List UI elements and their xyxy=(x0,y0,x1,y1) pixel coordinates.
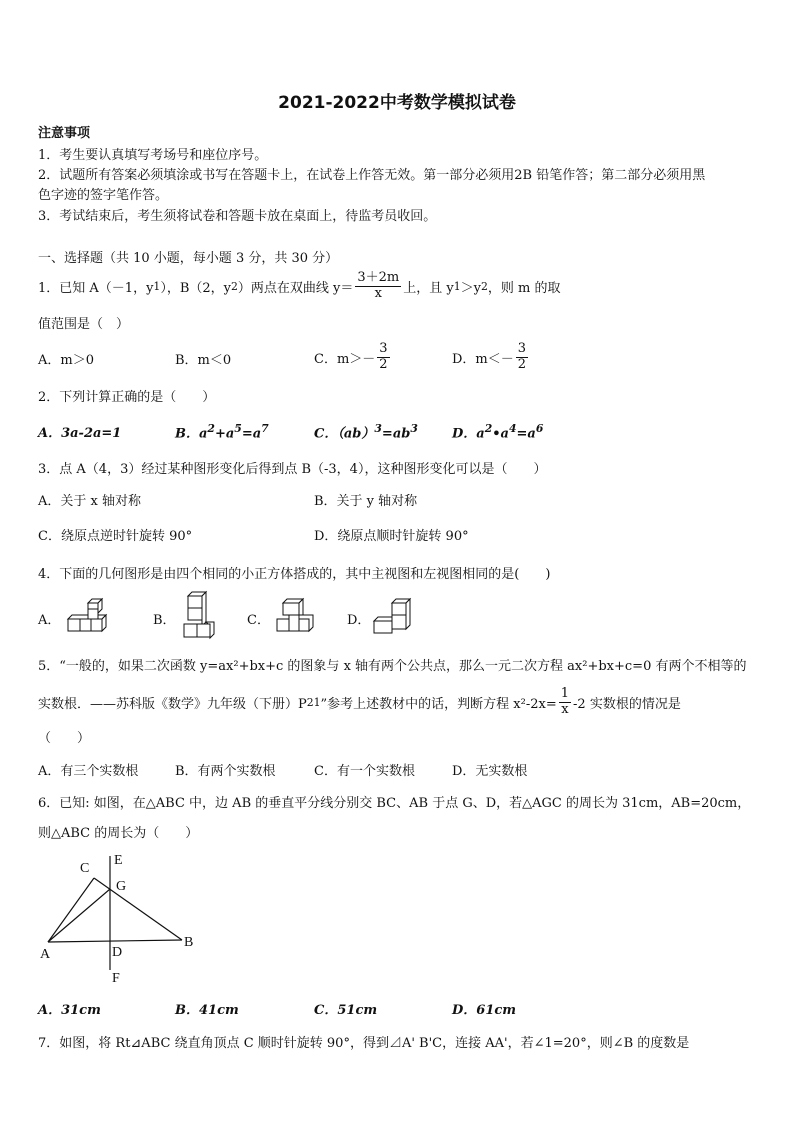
option-a[interactable]: A．3a-2a=1 xyxy=(38,426,122,441)
label-f: F xyxy=(112,971,120,986)
option-c[interactable]: C．51cm xyxy=(314,1003,378,1018)
option-b[interactable]: B．$a^2+a^5=a^7$ xyxy=(175,422,269,442)
question-5-line1: 5．“一般的，如果二次函数 y=ax²+bx+c 的图象与 x 轴有两个公共点，那么一元二次方程 ax²+bx+c=0 有两个不相等的 xyxy=(38,659,747,674)
option-d[interactable]: D．m＜－ $\frac{3}{2}$ xyxy=(452,340,527,372)
option-d[interactable]: D． xyxy=(347,613,371,628)
triangle-figure xyxy=(36,848,216,988)
question-6-line1: 6．已知: 如图，在△ABC 中，边 AB 的垂直平分线分别交 BC、AB 于点 G、D，若△AGC 的周长为 31cm，AB=20cm， xyxy=(38,796,751,811)
cube-figure-d xyxy=(372,597,418,635)
segment-ac xyxy=(48,878,94,942)
option-c[interactable]: C．$(ab)^3=ab^3$ xyxy=(314,422,418,442)
option-c[interactable]: C．有一个实数根 xyxy=(314,764,415,779)
question-6-line2: 则△ABC 的周长为（ ） xyxy=(38,826,199,841)
question-1-line2: 值范围是（ ） xyxy=(38,317,130,332)
label-b: B xyxy=(184,935,194,950)
option-a[interactable]: A．31cm xyxy=(38,1003,101,1018)
option-b[interactable]: B．41cm xyxy=(175,1003,239,1018)
notice-item: 色字迹的签字笔作答。 xyxy=(38,188,169,203)
option-b[interactable]: B．m＜0 xyxy=(175,353,232,368)
label-a: A xyxy=(40,947,51,962)
label-d: D xyxy=(112,945,123,960)
section-heading: 一、选择题（共 10 小题，每小题 3 分，共 30 分） xyxy=(38,251,339,266)
segment-ab xyxy=(48,940,182,942)
option-c[interactable]: C． xyxy=(247,613,270,628)
question-4-stem: 4．下面的几何图形是由四个相同的小正方体搭成的，其中主视图和左视图相同的是( ) xyxy=(38,567,551,582)
option-b[interactable]: B． xyxy=(153,613,176,628)
question-7-stem: 7．如图，将 Rt⊿ABC 绕直角顶点 C 顺时针旋转 90°，得到⊿A' B'C，连接 AA'，若∠1=20°，则∠B 的度数是 xyxy=(38,1036,690,1051)
question-5-line3: （ ） xyxy=(38,731,91,746)
option-d[interactable]: D．绕原点顺时针旋转 90° xyxy=(314,529,469,544)
option-d[interactable]: D．$a^2•a^4=a^6$ xyxy=(452,422,544,442)
page-title: 2021-2022中考数学模拟试卷 xyxy=(278,93,516,113)
question-3-stem: 3．点 A（4，3）经过某种图形变化后得到点 B（-3，4），这种图形变化可以是（ ） xyxy=(38,462,547,477)
notice-item: 2．试题所有答案必须填涂或书写在答题卡上，在试卷上作答无效。第一部分必须用2B 铅笔作答；第二部分必须用黑 xyxy=(38,168,706,183)
label-c: C xyxy=(80,861,90,876)
option-c[interactable]: C．绕原点逆时针旋转 90° xyxy=(38,529,193,544)
notice-item: 3．考试结束后，考生须将试卷和答题卡放在桌面上，待监考员收回。 xyxy=(38,209,437,224)
option-a[interactable]: A．m＞0 xyxy=(38,353,94,368)
notice-heading: 注意事项 xyxy=(38,126,91,141)
segment-ag xyxy=(48,889,110,942)
option-b[interactable]: B．有两个实数根 xyxy=(175,764,276,779)
cube-figure-c xyxy=(273,597,321,635)
option-c[interactable]: C．m＞－ $\frac{3}{2}$ xyxy=(314,340,388,372)
question-2-stem: 2．下列计算正确的是（ ） xyxy=(38,390,216,405)
option-a[interactable]: A．关于 x 轴对称 xyxy=(38,494,141,509)
cube-figure-b xyxy=(180,590,220,640)
question-5-line2: 实数根．——苏科版《数学》九年级（下册）P 21 ”参考上述教材中的话，判断方程 x²-2x= $\frac{1}{x}$ -2 实数根的情况是 xyxy=(38,685,681,717)
option-a[interactable]: A． xyxy=(38,613,61,628)
segment-cb xyxy=(94,878,182,940)
option-a[interactable]: A．有三个实数根 xyxy=(38,764,139,779)
label-e: E xyxy=(114,853,123,868)
option-d[interactable]: D．61cm xyxy=(452,1003,517,1018)
option-d[interactable]: D．无实数根 xyxy=(452,764,528,779)
cube-figure-a xyxy=(66,597,122,635)
notice-item: 1．考生要认真填写考场号和座位序号。 xyxy=(38,148,268,163)
option-b[interactable]: B．关于 y 轴对称 xyxy=(314,494,418,509)
fraction: $\frac{3+2m}{x}$ xyxy=(357,269,400,301)
label-g: G xyxy=(116,879,127,894)
question-1-stem: 1．已知 A（－1，y 1 ），B（2，y 2 ）两点在双曲线 y＝ $\frac{3+2m}{x}$ 上，且 y 1 ＞y 2 ，则 m 的取 xyxy=(38,269,561,301)
